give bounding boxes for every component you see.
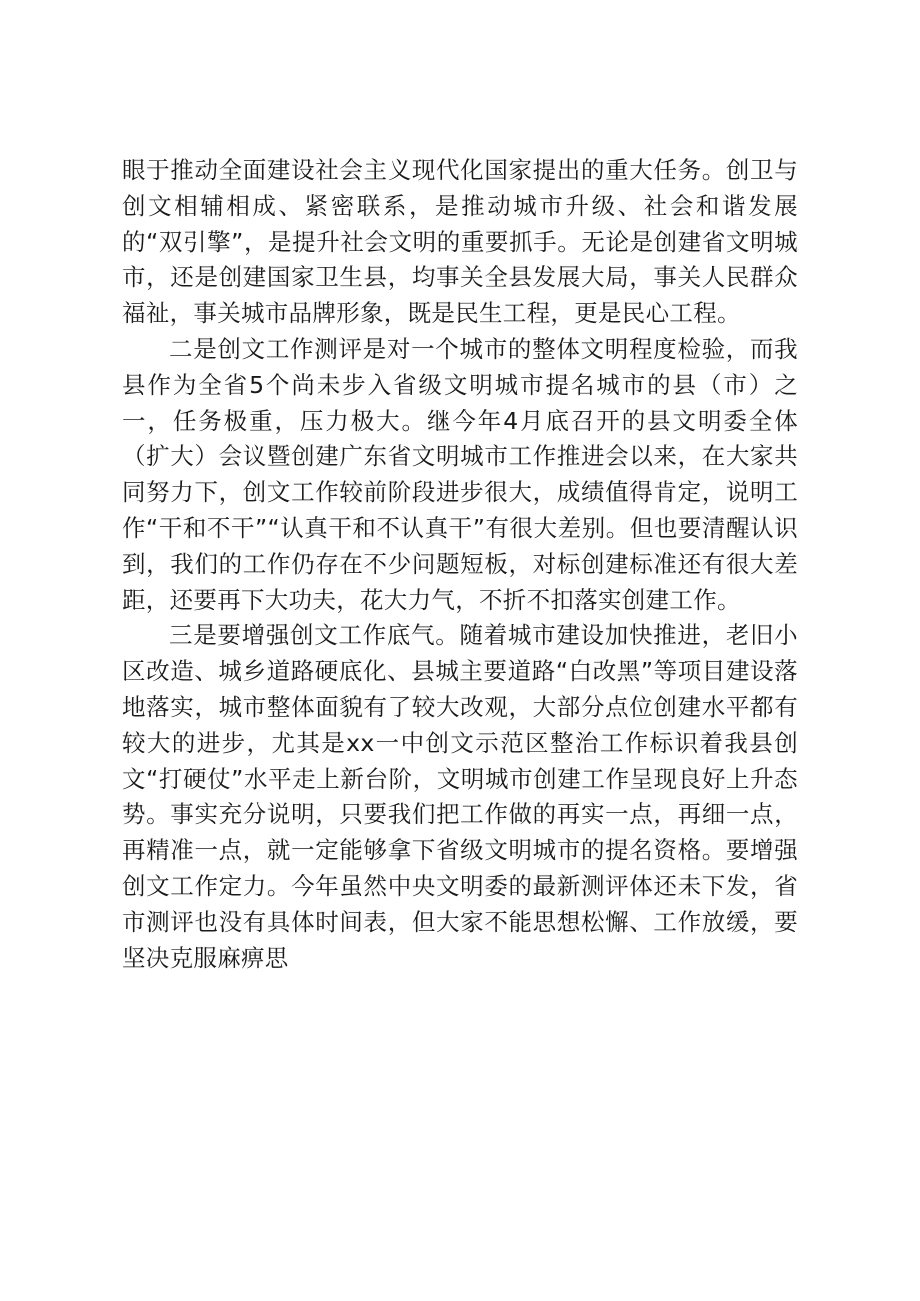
paragraph-point-three: 三是要增强创文工作底气。随着城市建设加快推进，老旧小区改造、城乡道路硬底化、县城主要道路“白改黑”等项目建设落地落实，城市整体面貌有了较大改观，大部分点位创建水平都有较大的进步，尤其是xx一中创文示范区整治工作标识着我县创文“打硬仗”水平走上新台阶，文明城市创建工作呈现良好上升态势。事实充分说明，只要我们把工作做的再实一点，再细一点，再精准一点，就一定能够拿下省级文明城市的提名资格。要增强创文工作定力。今年虽然中央文明委的最新测评体还未下发，省市测评也没有具体时间表，但大家不能思想松懈、工作放缓，要坚决克服麻痹思 xyxy=(122,621,798,972)
paragraph-continued: 眼于推动全面建设社会主义现代化国家提出的重大任务。创卫与创文相辅相成、紧密联系，是推动城市升级、社会和谐发展的“双引擎”，是提升社会文明的重要抓手。无论是创建省文明城市，还是创建国家卫生县，均事关全县发展大局，事关人民群众福祉，事关城市品牌形象，既是民生工程，更是民心工程。 xyxy=(122,156,798,328)
document-body xyxy=(122,153,798,976)
paragraph-point-two: 二是创文工作测评是对一个城市的整体文明程度检验，而我县作为全省5个尚未步入省级文明城市提名城市的县（市）之一，任务极重，压力极大。继今年4月底召开的县文明委全体（扩大）会议暨创建广东省文明城市工作推进会以来，在大家共同努力下，创文工作较前阶段进步很大，成绩值得肯定，说明工作“干和不干”“认真干和不认真干”有很大差别。但也要清醒认识到，我们的工作仍存在不少问题短板，对标创建标准还有很大差距，还要再下大功夫，花大力气，不折不扣落实创建工作。 xyxy=(122,334,798,614)
